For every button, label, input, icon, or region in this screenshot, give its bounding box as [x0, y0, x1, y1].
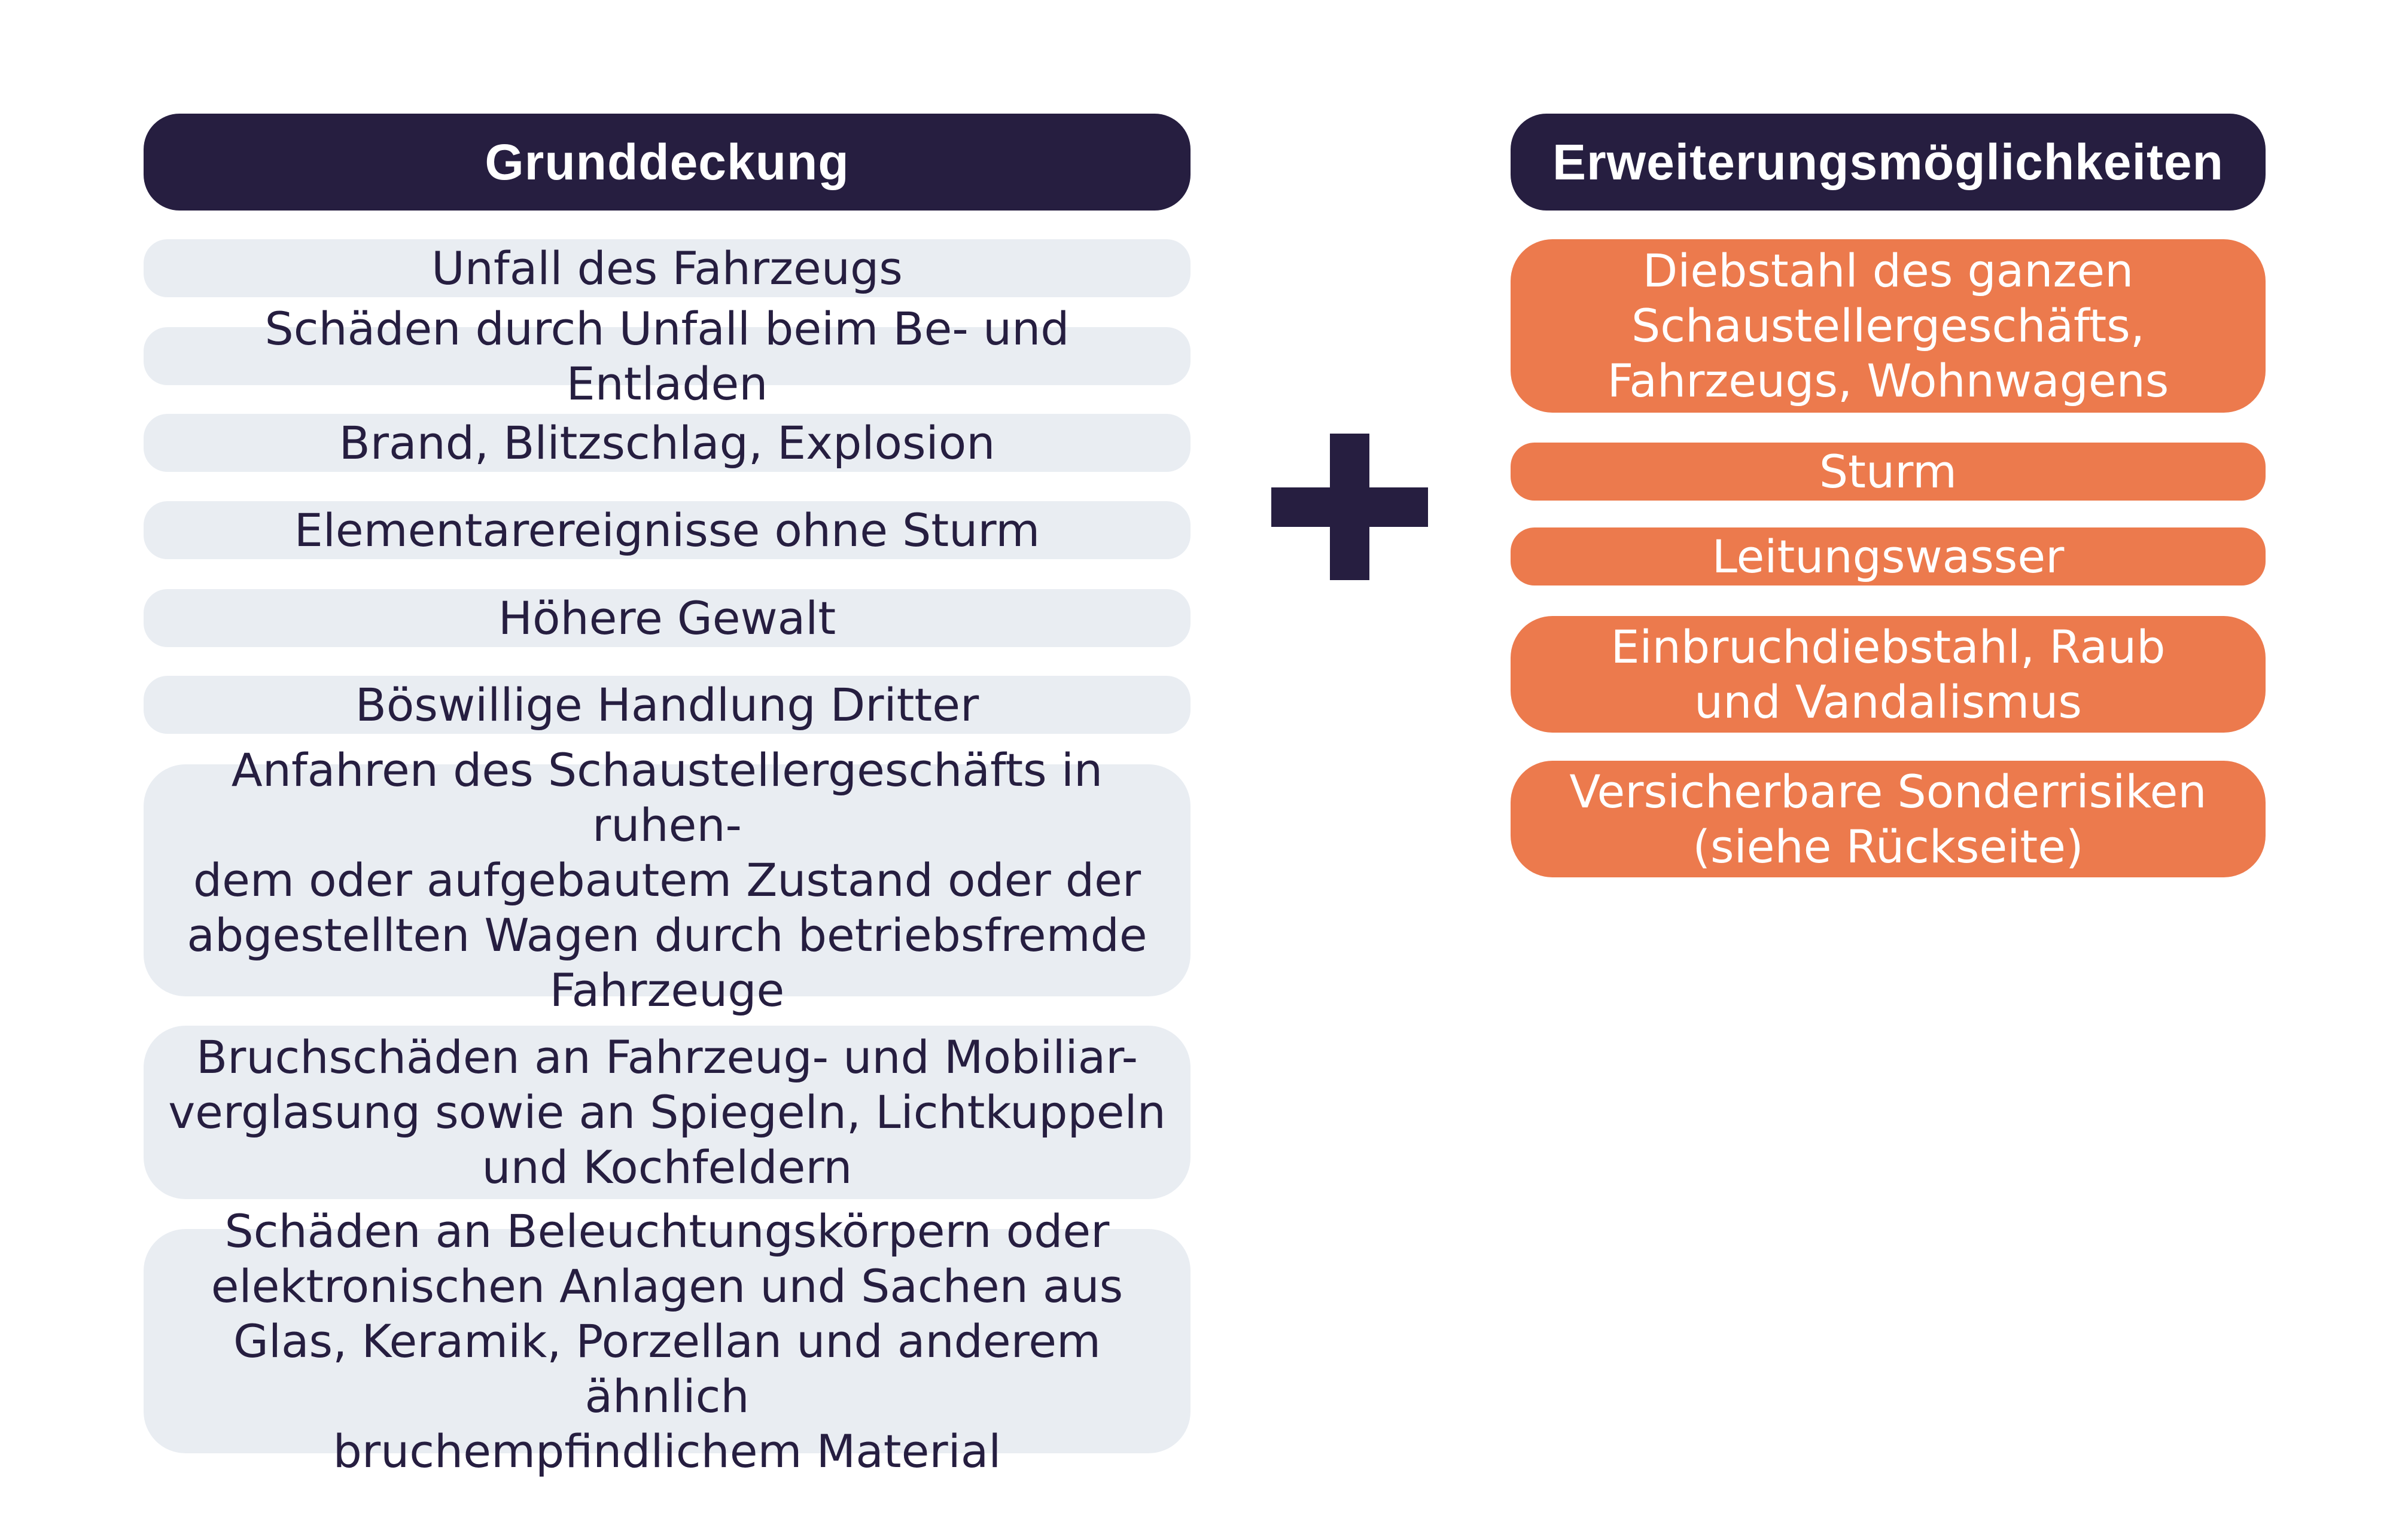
extension-option-item: Leitungswasser: [1511, 527, 2266, 585]
extension-option-item: Versicherbare Sonderrisiken (siehe Rückseite): [1511, 761, 2266, 877]
basic-coverage-item: Elementarereignisse ohne Sturm: [144, 501, 1191, 559]
basic-coverage-item: Schäden an Beleuchtungskörpern oder elektronischen Anlagen und Sachen aus Glas, Keramik, Porzellan und anderem ähnlich bruchempfindlichem Material: [144, 1229, 1191, 1453]
extension-options-header: Erweiterungsmöglichkeiten: [1511, 114, 2266, 211]
basic-coverage-item: Schäden durch Unfall beim Be- und Entladen: [144, 327, 1191, 385]
basic-coverage-item: Höhere Gewalt: [144, 589, 1191, 647]
plus-icon: [1271, 434, 1428, 580]
extension-option-item: Einbruchdiebstahl, Raub und Vandalismus: [1511, 616, 2266, 733]
basic-coverage-header: Grunddeckung: [144, 114, 1191, 211]
extension-option-item: Sturm: [1511, 443, 2266, 501]
basic-coverage-item: Anfahren des Schaustellergeschäfts in ruhen- dem oder aufgebautem Zustand oder der abgestellten Wagen durch betriebsfremde Fahrzeuge: [144, 764, 1191, 996]
basic-coverage-item: Böswillige Handlung Dritter: [144, 676, 1191, 734]
basic-coverage-item: Brand, Blitzschlag, Explosion: [144, 414, 1191, 472]
extension-option-item: Diebstahl des ganzen Schaustellergeschäfts, Fahrzeugs, Wohnwagens: [1511, 239, 2266, 413]
basic-coverage-item: Unfall des Fahrzeugs: [144, 239, 1191, 297]
basic-coverage-item: Bruchschäden an Fahrzeug- und Mobiliar- verglasung sowie an Spiegeln, Lichtkuppeln und Kochfeldern: [144, 1026, 1191, 1199]
